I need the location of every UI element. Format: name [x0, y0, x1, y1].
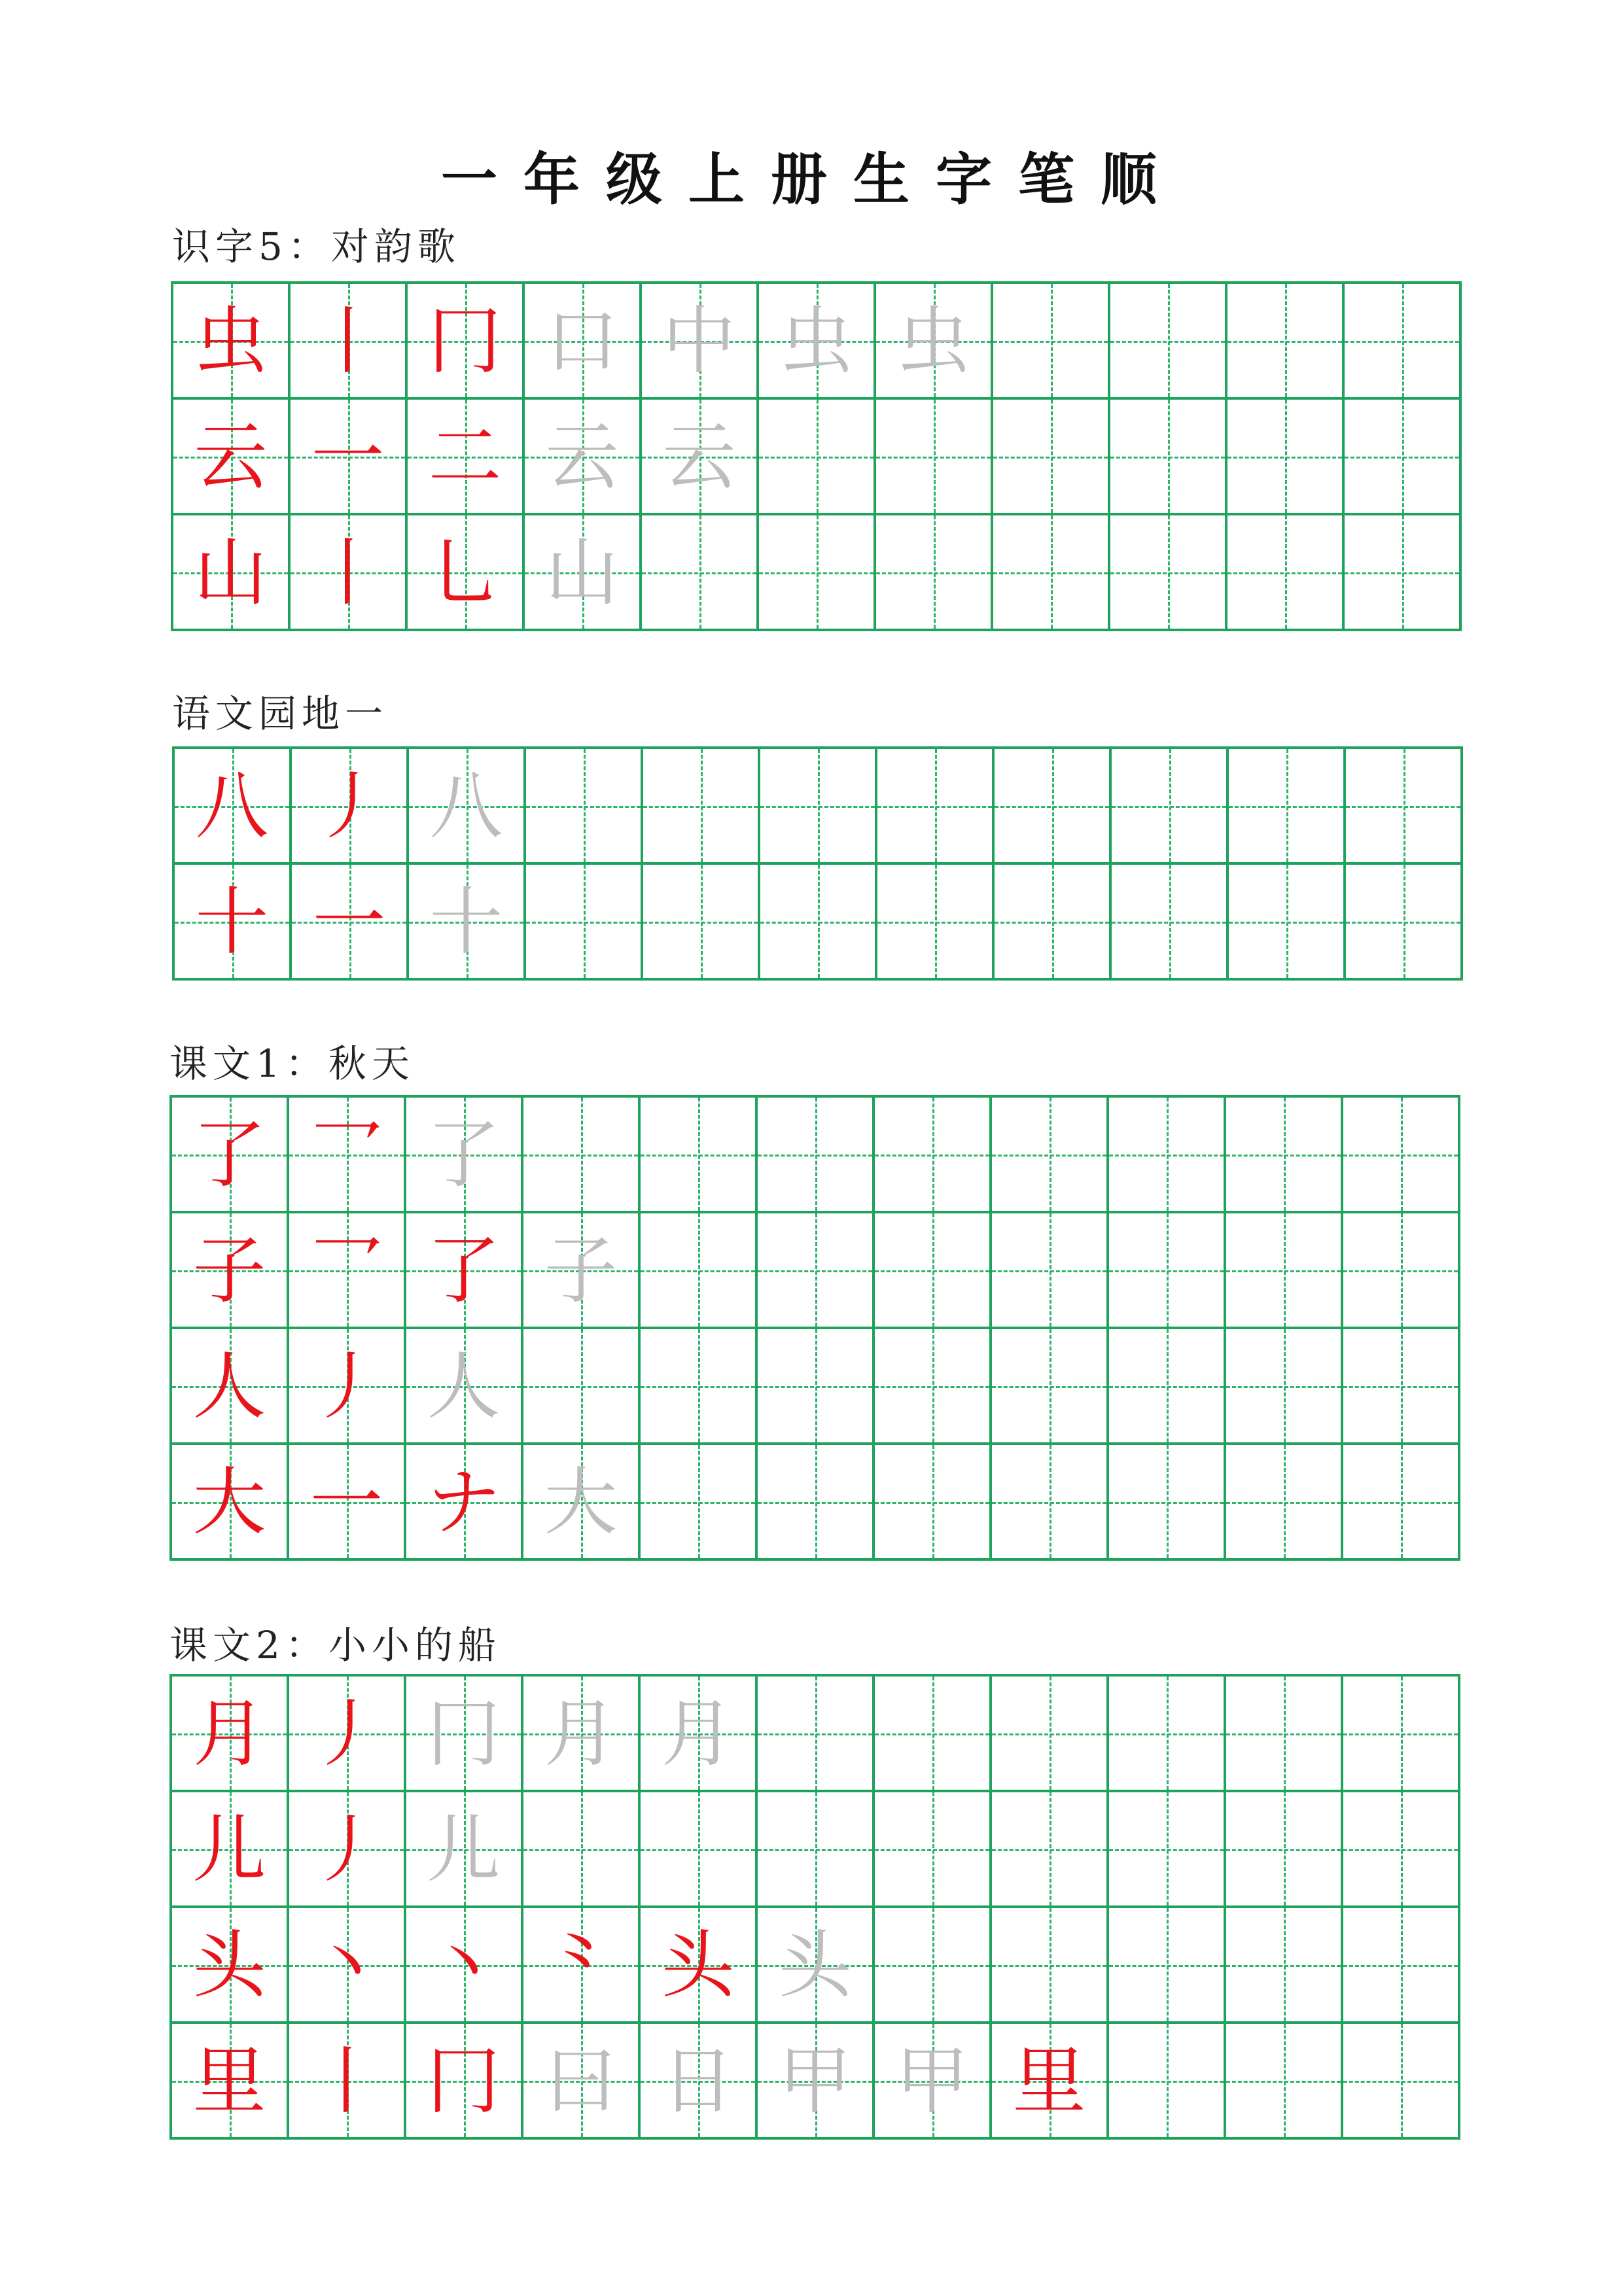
model-character: 十: [195, 880, 269, 965]
character-cell: [172, 1445, 289, 1561]
stroke-step: 丿: [309, 1692, 383, 1777]
practice-cell: [992, 1792, 1109, 1908]
practice-cell: [406, 1792, 523, 1908]
practice-cell: [1109, 1213, 1226, 1329]
practice-cell: [641, 1329, 758, 1445]
practice-cell: [642, 515, 759, 631]
practice-cell: [643, 749, 760, 865]
model-character: 子: [192, 1228, 266, 1313]
model-character: 里: [192, 2039, 266, 2124]
practice-cell: [641, 2024, 758, 2140]
stroke-step: 头: [778, 1923, 852, 2008]
practice-cell: [758, 1329, 875, 1445]
practice-cell: [289, 1677, 406, 1792]
practice-cell: [875, 1329, 992, 1445]
stroke-step: 甲: [778, 2039, 852, 2124]
practice-cell: [1226, 1677, 1343, 1792]
stroke-grid-section-1: [171, 281, 1462, 631]
practice-cell: [1226, 1213, 1343, 1329]
practice-cell: [758, 1908, 875, 2024]
model-character: 儿: [192, 1807, 266, 1892]
practice-cell: [1346, 749, 1463, 865]
practice-cell: [523, 1445, 641, 1561]
practice-cell: [1109, 2024, 1226, 2140]
practice-cell: [1343, 1445, 1460, 1561]
practice-cell: [1343, 1792, 1460, 1908]
practice-cell: [993, 284, 1110, 400]
practice-cell: [523, 1098, 641, 1213]
practice-cell: [759, 515, 876, 631]
stroke-step: 丨: [311, 299, 385, 384]
practice-cell: [758, 1098, 875, 1213]
model-character: 头: [192, 1923, 266, 2008]
practice-cell: [875, 1213, 992, 1329]
practice-cell: [289, 2024, 406, 2140]
practice-cell: [875, 1792, 992, 1908]
practice-cell: [992, 1908, 1109, 2024]
practice-cell: [526, 749, 643, 865]
practice-cell: [641, 1908, 758, 2024]
practice-cell: [1226, 2024, 1343, 2140]
stroke-step: 乛: [309, 1228, 383, 1313]
practice-cell: [995, 749, 1112, 865]
stroke-step: 丶: [427, 1923, 501, 2008]
character-cell: [173, 515, 291, 631]
character-cell: [172, 1908, 289, 2024]
character-cell: [172, 1213, 289, 1329]
practice-cell: [409, 749, 526, 865]
practice-cell: [877, 749, 995, 865]
practice-cell: [1110, 515, 1227, 631]
practice-cell: [876, 284, 993, 400]
character-cell: [172, 1792, 289, 1908]
model-character: 了: [192, 1113, 266, 1198]
stroke-step: 乛: [309, 1113, 383, 1198]
stroke-step: 里: [1012, 2039, 1086, 2124]
practice-cell: [408, 284, 525, 400]
stroke-step: 一: [309, 1460, 383, 1545]
practice-cell: [1229, 749, 1346, 865]
model-character: 山: [194, 531, 268, 616]
practice-cell: [760, 749, 877, 865]
practice-cell: [992, 1098, 1109, 1213]
practice-cell: [408, 515, 525, 631]
practice-cell: [760, 865, 877, 981]
section-label: 课文2：小小的船: [169, 1623, 501, 1667]
practice-cell: [406, 1445, 523, 1561]
character-cell: [172, 2024, 289, 2140]
practice-cell: [291, 515, 408, 631]
stroke-step: 丨: [309, 2039, 383, 2124]
practice-cell: [289, 1792, 406, 1908]
stroke-step: 口: [545, 299, 619, 384]
practice-cell: [1112, 749, 1229, 865]
stroke-step: 丨: [311, 531, 385, 616]
practice-cell: [1226, 1098, 1343, 1213]
practice-cell: [642, 400, 759, 515]
practice-cell: [1227, 400, 1345, 515]
stroke-step: 了: [427, 1228, 501, 1313]
practice-cell: [1343, 1329, 1460, 1445]
practice-cell: [642, 284, 759, 400]
practice-cell: [992, 1329, 1109, 1445]
stroke-grid-section-2: [172, 746, 1463, 981]
practice-cell: [758, 2024, 875, 2140]
practice-cell: [289, 1445, 406, 1561]
practice-cell: [995, 865, 1112, 981]
practice-cell: [876, 515, 993, 631]
stroke-step: 丿: [309, 1807, 383, 1892]
stroke-step: 丿: [312, 764, 386, 849]
practice-cell: [292, 865, 409, 981]
practice-cell: [526, 865, 643, 981]
model-character: 大: [192, 1460, 266, 1545]
practice-cell: [525, 400, 642, 515]
stroke-step: 冂: [427, 1692, 501, 1777]
practice-cell: [406, 1213, 523, 1329]
practice-cell: [406, 1677, 523, 1792]
practice-cell: [641, 1677, 758, 1792]
stroke-step: 丿: [309, 1344, 383, 1429]
practice-cell: [993, 400, 1110, 515]
character-cell: [175, 865, 292, 981]
model-character: 月: [192, 1692, 266, 1777]
practice-cell: [758, 1792, 875, 1908]
stroke-step: 二: [428, 415, 502, 500]
stroke-step: 头: [661, 1923, 735, 2008]
practice-cell: [1343, 1213, 1460, 1329]
practice-cell: [992, 1445, 1109, 1561]
practice-cell: [406, 2024, 523, 2140]
character-cell: [172, 1329, 289, 1445]
practice-cell: [641, 1445, 758, 1561]
practice-cell: [1346, 865, 1463, 981]
stroke-step: 中: [662, 299, 736, 384]
practice-cell: [1112, 865, 1229, 981]
practice-cell: [875, 1677, 992, 1792]
stroke-step: 云: [662, 415, 736, 500]
practice-cell: [1345, 400, 1462, 515]
section-label: 课文1：秋天: [169, 1041, 415, 1086]
practice-cell: [875, 2024, 992, 2140]
practice-cell: [291, 284, 408, 400]
practice-cell: [1343, 1098, 1460, 1213]
practice-cell: [758, 1445, 875, 1561]
practice-cell: [523, 2024, 641, 2140]
practice-cell: [877, 865, 995, 981]
model-character: 八: [195, 764, 269, 849]
practice-cell: [1110, 284, 1227, 400]
stroke-step: ⺀: [544, 1923, 618, 2008]
stroke-step: 八: [429, 764, 503, 849]
practice-cell: [758, 1677, 875, 1792]
stroke-step: 人: [427, 1344, 501, 1429]
practice-cell: [992, 2024, 1109, 2140]
practice-cell: [1109, 1098, 1226, 1213]
practice-cell: [1226, 1908, 1343, 2024]
practice-cell: [406, 1329, 523, 1445]
stroke-step: 月: [544, 1692, 618, 1777]
stroke-step: 乚: [428, 531, 502, 616]
practice-cell: [1345, 515, 1462, 631]
practice-cell: [993, 515, 1110, 631]
practice-cell: [1109, 1677, 1226, 1792]
practice-cell: [759, 284, 876, 400]
page-title: 一年级上册生字笔顺: [441, 147, 1183, 213]
practice-cell: [875, 1908, 992, 2024]
practice-cell: [875, 1445, 992, 1561]
stroke-step: 大: [544, 1460, 618, 1545]
practice-cell: [525, 515, 642, 631]
practice-cell: [523, 1213, 641, 1329]
practice-cell: [1227, 515, 1345, 631]
practice-cell: [1109, 1908, 1226, 2024]
stroke-step: 云: [545, 415, 619, 500]
practice-cell: [291, 400, 408, 515]
practice-cell: [1110, 400, 1227, 515]
practice-cell: [1227, 284, 1345, 400]
practice-cell: [1345, 284, 1462, 400]
practice-cell: [1226, 1792, 1343, 1908]
practice-cell: [525, 284, 642, 400]
character-cell: [175, 749, 292, 865]
stroke-step: 一: [311, 415, 385, 500]
practice-cell: [408, 400, 525, 515]
stroke-grid-section-3: [169, 1095, 1460, 1561]
practice-cell: [1229, 865, 1346, 981]
practice-cell: [758, 1213, 875, 1329]
stroke-step: 日: [661, 2039, 735, 2124]
practice-cell: [643, 865, 760, 981]
practice-cell: [1109, 1792, 1226, 1908]
stroke-step: 甲: [895, 2039, 969, 2124]
practice-cell: [523, 1792, 641, 1908]
stroke-step: 虫: [896, 299, 970, 384]
stroke-step: 虫: [779, 299, 853, 384]
practice-cell: [523, 1329, 641, 1445]
practice-cell: [641, 1213, 758, 1329]
practice-cell: [1226, 1445, 1343, 1561]
section-label: 语文园地一: [172, 691, 389, 736]
practice-cell: [641, 1792, 758, 1908]
character-cell: [172, 1677, 289, 1792]
stroke-step: 一: [312, 880, 386, 965]
practice-cell: [523, 1677, 641, 1792]
practice-cell: [992, 1213, 1109, 1329]
practice-cell: [406, 1098, 523, 1213]
practice-cell: [289, 1098, 406, 1213]
practice-cell: [292, 749, 409, 865]
model-character: 人: [192, 1344, 266, 1429]
practice-cell: [759, 400, 876, 515]
model-character: 虫: [194, 299, 268, 384]
practice-cell: [409, 865, 526, 981]
practice-cell: [992, 1677, 1109, 1792]
practice-cell: [641, 1098, 758, 1213]
practice-cell: [289, 1329, 406, 1445]
practice-cell: [406, 1908, 523, 2024]
practice-cell: [523, 1908, 641, 2024]
stroke-step: 丶: [309, 1923, 383, 2008]
practice-cell: [876, 400, 993, 515]
practice-cell: [1109, 1329, 1226, 1445]
stroke-step: 冂: [428, 299, 502, 384]
section-label: 识字5：对韵歌: [172, 224, 461, 269]
practice-cell: [875, 1098, 992, 1213]
stroke-step: ナ: [427, 1460, 501, 1545]
character-cell: [173, 284, 291, 400]
character-cell: [173, 400, 291, 515]
practice-cell: [289, 1908, 406, 2024]
practice-cell: [1226, 1329, 1343, 1445]
practice-cell: [1343, 2024, 1460, 2140]
stroke-step: 儿: [427, 1807, 501, 1892]
stroke-grid-section-4: [169, 1674, 1460, 2140]
model-character: 云: [194, 415, 268, 500]
stroke-step: 十: [429, 880, 503, 965]
stroke-step: 子: [544, 1228, 618, 1313]
stroke-step: 冂: [427, 2039, 501, 2124]
stroke-step: 山: [545, 531, 619, 616]
practice-cell: [1109, 1445, 1226, 1561]
stroke-step: 曰: [544, 2039, 618, 2124]
practice-cell: [289, 1213, 406, 1329]
practice-cell: [1343, 1908, 1460, 2024]
practice-cell: [1343, 1677, 1460, 1792]
character-cell: [172, 1098, 289, 1213]
stroke-step: 了: [427, 1113, 501, 1198]
stroke-step: 月: [661, 1692, 735, 1777]
